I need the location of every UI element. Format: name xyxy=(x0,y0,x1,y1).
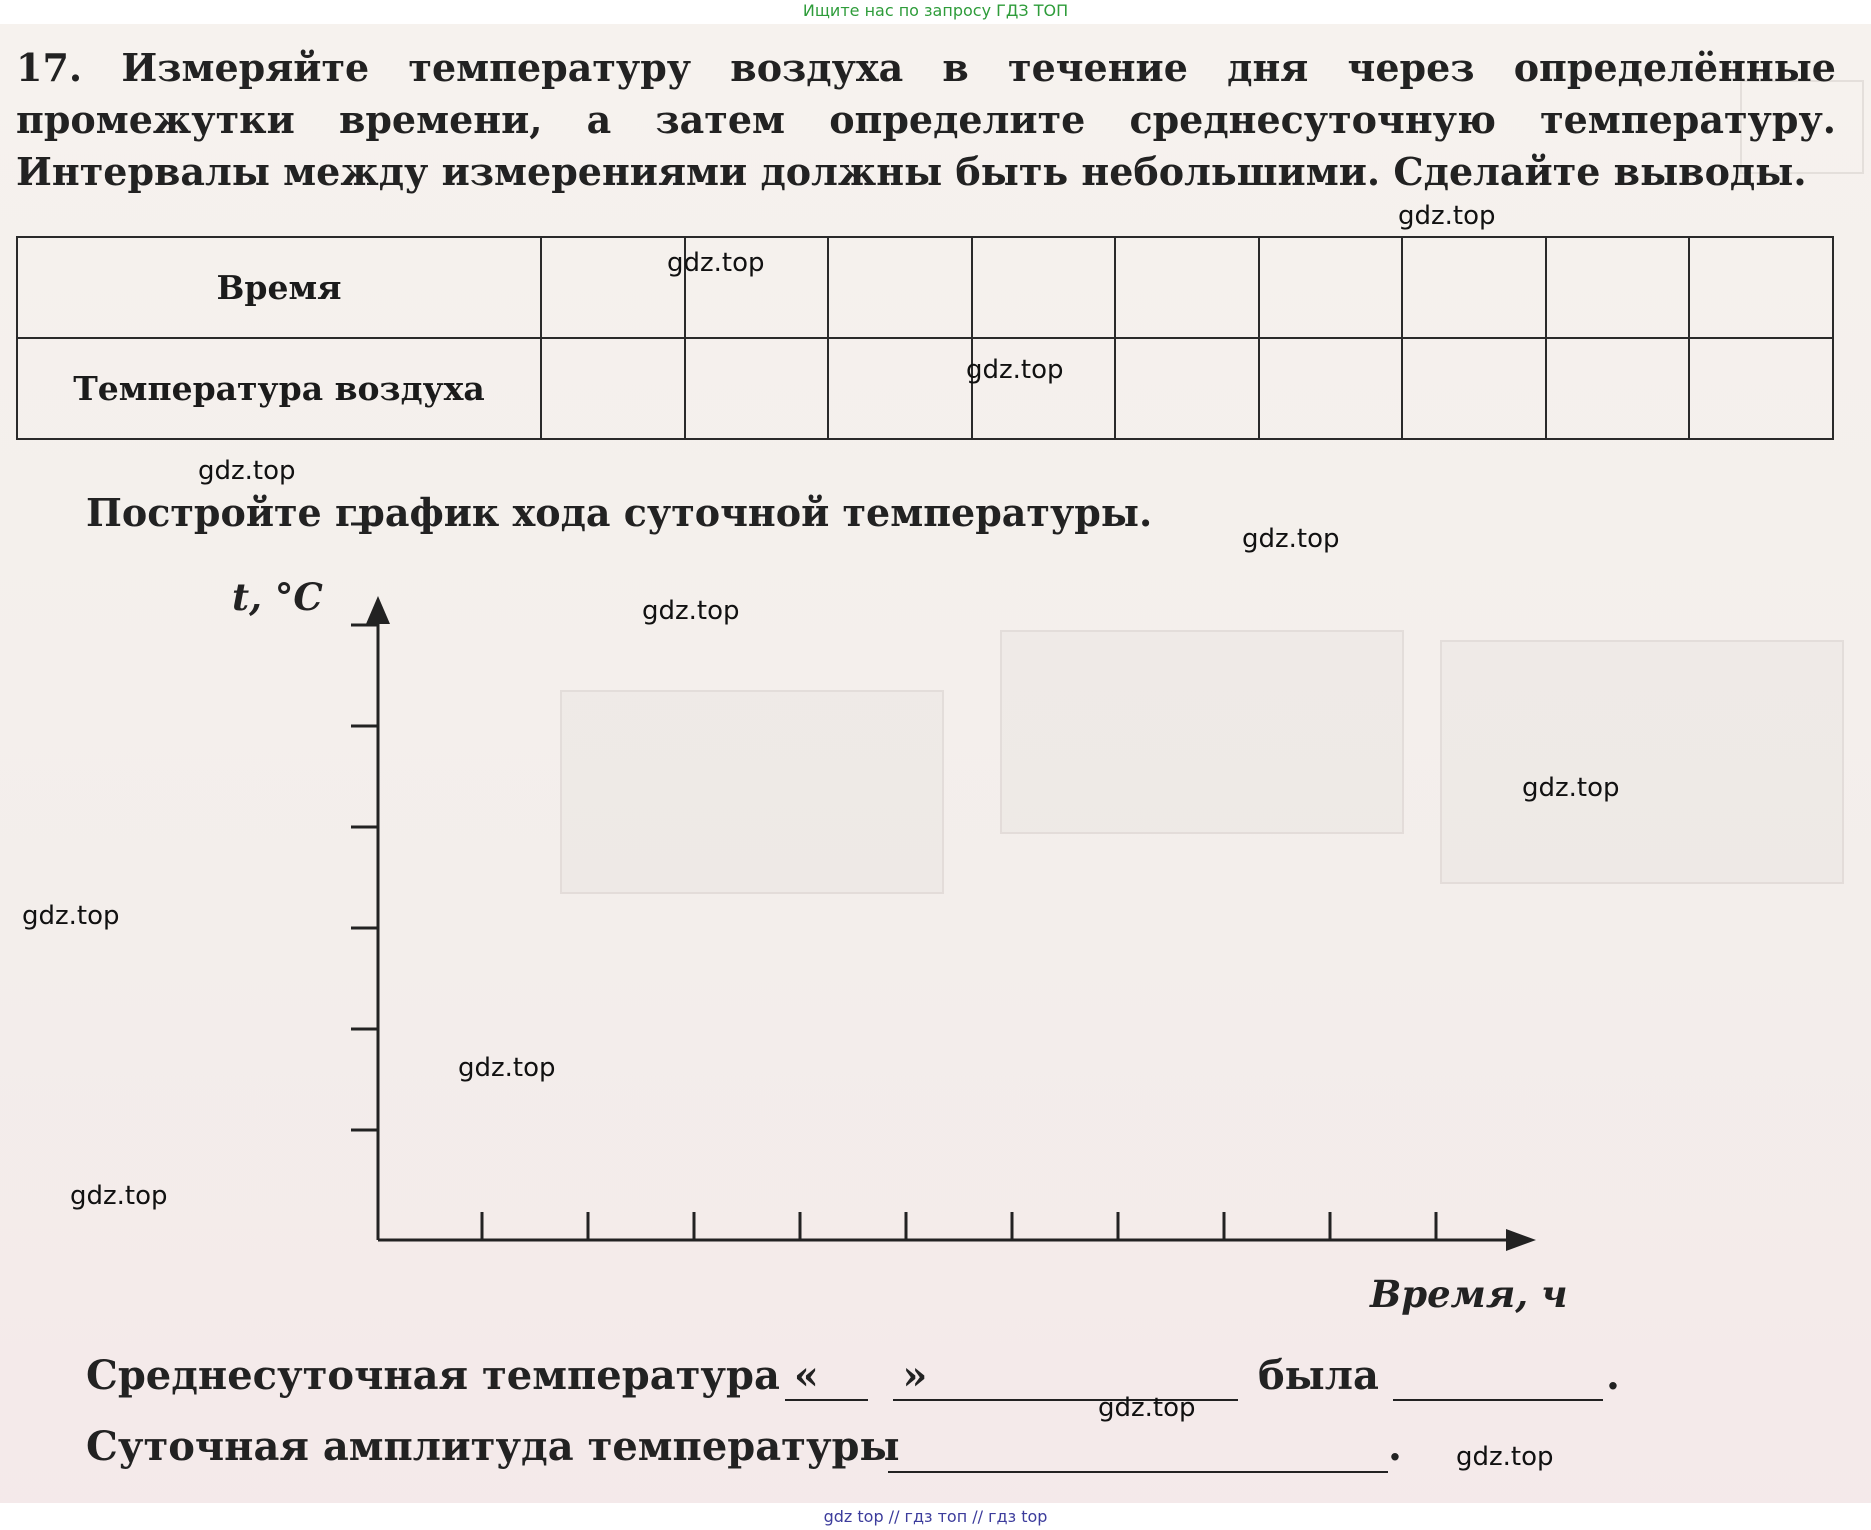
amplitude-period: . xyxy=(1388,1423,1402,1470)
watermark: gdz.top xyxy=(667,248,765,278)
time-row-header: Время xyxy=(17,237,541,338)
task-number: 17. xyxy=(16,45,83,90)
avg-prefix: Среднесуточная температура « xyxy=(86,1352,819,1399)
average-temperature-line xyxy=(86,1352,927,1399)
watermark: gdz.top xyxy=(458,1053,556,1083)
temperature-row-header: Температура воздуха xyxy=(17,338,541,439)
y-axis-label: t, °C xyxy=(232,575,323,619)
avg-period: . xyxy=(1606,1352,1620,1399)
x-axis-label: Время, ч xyxy=(1370,1272,1568,1316)
watermark: gdz.top xyxy=(966,355,1064,385)
watermark: gdz.top xyxy=(70,1181,168,1211)
x-axis-arrow-icon xyxy=(1506,1229,1536,1251)
y-axis-arrow-icon xyxy=(366,596,390,624)
bottom-banner[interactable]: gdz top // гдз топ // гдз top xyxy=(0,1503,1871,1530)
watermark: gdz.top xyxy=(1522,773,1620,803)
avg-mid: » xyxy=(902,1352,928,1399)
watermark: gdz.top xyxy=(22,901,120,931)
watermark: gdz.top xyxy=(1242,524,1340,554)
watermark: gdz.top xyxy=(198,456,296,486)
watermark: gdz.top xyxy=(1456,1442,1554,1472)
amplitude-label: Суточная амплитуда температуры xyxy=(86,1423,900,1470)
top-banner[interactable]: Ищите нас по запросу ГДЗ ТОП xyxy=(0,0,1871,24)
graph-instruction: Постройте график хода суточной температуры. xyxy=(86,490,1153,535)
task-body: Измеряйте температуру воздуха в течение дня через определённые промежутки времени, а затем определите среднесуточную температуру. Интервалы между измерениями должны быть небольшими. Сделайте выводы. xyxy=(16,45,1836,194)
watermark: gdz.top xyxy=(1098,1393,1196,1423)
watermark: gdz.top xyxy=(1398,201,1496,231)
watermark: gdz.top xyxy=(642,596,740,626)
axes-group xyxy=(351,524,1536,1251)
avg-was-label: была xyxy=(1258,1352,1379,1399)
